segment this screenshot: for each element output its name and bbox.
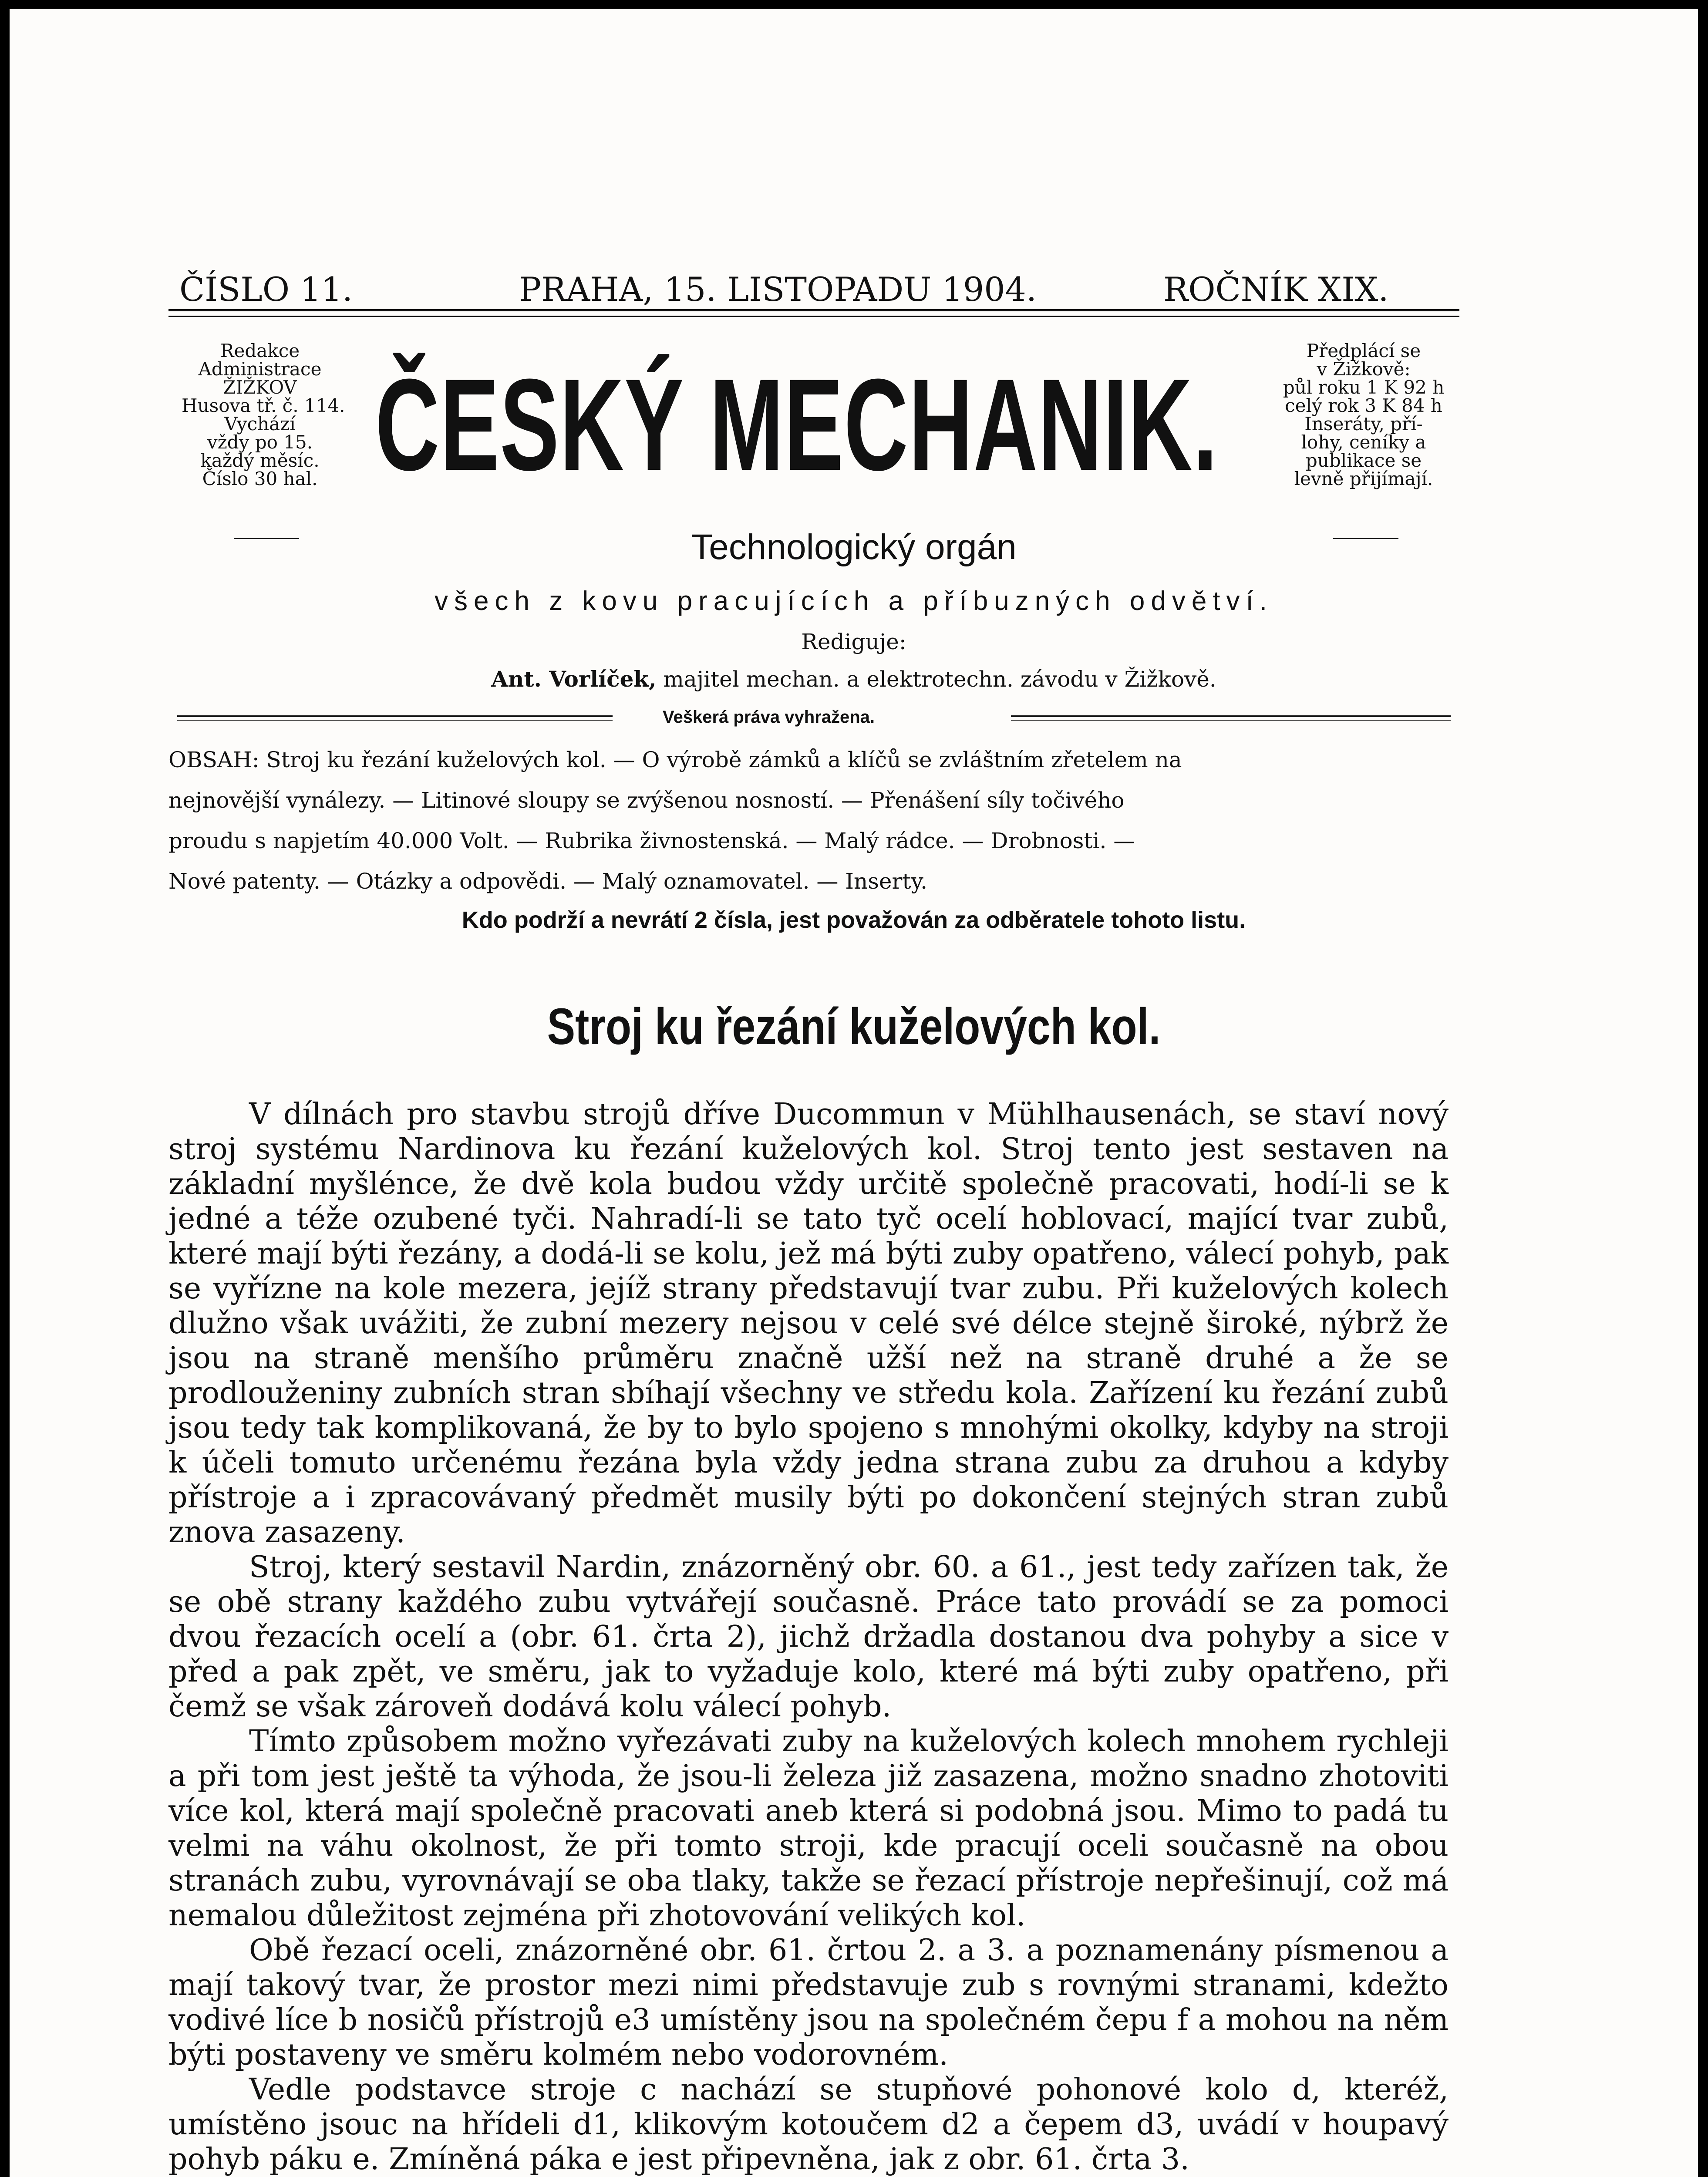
volume-number: ROČNÍK XIX. (1163, 270, 1389, 309)
rights-reserved: Veškerá práva vyhražena. (663, 708, 875, 727)
masthead-subtitle: Technologický orgán (691, 527, 1017, 567)
left-info-line: Redakce (220, 340, 300, 361)
contents-line: OBSAH: Stroj ku řezání kuželových kol. — O výrobě zámků a klíčů se zvláštním zřetelem na (168, 747, 1182, 772)
editor-line (10, 666, 1698, 692)
newspaper-page (10, 9, 1698, 2177)
article-title: Stroj ku řezání kuželových kol. (547, 998, 1161, 1055)
right-info-line: levně přijímají. (1294, 468, 1433, 489)
article-body (168, 1097, 1449, 2177)
left-info-line: Vychází (224, 413, 296, 435)
left-info-line: Číslo 30 hal. (202, 468, 318, 489)
right-info-line: celý rok 3 K 84 h (1285, 395, 1442, 416)
rights-rule-left-b (177, 720, 613, 721)
left-info-box (182, 340, 345, 489)
contents-line: proudu s napjetím 40.000 Volt. — Rubrika živnostenská. — Malý rádce. — Drobnosti. — (168, 828, 1135, 853)
article-paragraph: Obě řezací oceli, znázorněné obr. 61. črtou 2. a 3. a poznamenány písmenou a mají takový tvar, že prostor mezi nimi představuje zub s rovnými stranami, kdežto vodivé líce b nosičů přístrojů e3 umístěny jsou na společném čepu f a mohou na něm býti postaveny ve směru kolmém nebo vodorovném. (168, 1933, 1449, 2072)
article-paragraph: V dílnách pro stavbu strojů dříve Ducommun v Mühlhausenách, se staví nový stroj systému Nardinova ku řezání kuželových kol. Stroj tento jest sestaven na základní myšlénce, že dvě kola budou vždy určitě společně pracovati, hodí-li se k jedné a téže ozubené tyči. Nahradí-li se tato tyč ocelí hoblovací, mající tvar zubů, které mají býti řezány, a dodá-li se kolu, jež má býti zuby opatřeno, válecí pohyb, pak se vyřízne na kole mezera, jejíž strany představují tvar zubu. Při kuželových kolech dlužno však uvážiti, že zubní mezery nejsou v celé své délce stejně široké, nýbrž že jsou na straně menšího průměru značně užší než na straně druhé a že se prodlouženiny zubních stran sbíhají všechny ve středu kola. Zařízení ku řezání zubů jsou tedy tak komplikovaná, že by to bylo spojeno s mnohými okolky, kdyby na stroji k účeli tomuto určenému řezána byla vždy jedna strana zubu za druhou a kdyby přístroje a i zpracovávaný předmět musily býti po dokončení stejných stran zubů znova zasazeny. (168, 1097, 1449, 1550)
left-info-line: každý měsíc. (200, 450, 320, 471)
contents-line: Nové patenty. — Otázky a odpovědi. — Malý oznamovatel. — Inserty. (168, 869, 927, 894)
editor-label: Rediguje: (801, 629, 906, 654)
subscription-notice: Kdo podrží a nevrátí 2 čísla, jest považován za odběratele tohoto listu. (462, 907, 1246, 933)
right-info-line: lohy, ceníky a (1301, 431, 1426, 453)
right-info-box (1263, 342, 1464, 488)
masthead-tagline: všech z kovu pracujících a příbuzných odvětví. (435, 586, 1273, 616)
left-info-line: ŽIŽKOV (223, 377, 297, 398)
left-info-line: Administrace (198, 358, 322, 380)
right-info-line: Inseráty, pří- (1304, 413, 1423, 435)
masthead-title: ČESKÝ MECHANIK. (375, 351, 1218, 498)
article-paragraph: Stroj, který sestavil Nardin, znázorněný obr. 60. a 61., jest tedy zařízen tak, že se obě strany každého zubu vytvářejí současně. Práce tato provádí se za pomoci dvou řezacích ocelí a (obr. 61. črta 2), jichž držadla dostanou dva pohyby a sice v před a pak zpět, ve směru, jak to vyžaduje kolo, které má býti zuby opatřeno, při čemž se však zároveň dodává kolu válecí pohyb. (168, 1550, 1449, 1724)
header-rule-bottom (168, 316, 1459, 317)
rights-rule-left-a (177, 715, 613, 717)
issue-number: ČÍSLO 11. (179, 270, 353, 309)
right-info-line: v Žižkově: (1317, 358, 1411, 380)
left-info-line: Husova tř. č. 114. (182, 395, 345, 416)
contents-line: nejnovější vynálezy. — Litinové sloupy se zvýšenou nosností. — Přenášení síly točivého (168, 788, 1125, 813)
header-rule-top (168, 309, 1459, 311)
article-paragraph: Vedle podstavce stroje c nachází se stupňové pohonové kolo d, kteréž, umístěno jsouc na hřídeli d1, klikovým kotoučem d2 a čepem d3, uvádí v houpavý pohyb páku e. Zmíněná páka e jest připevněna, jak z obr. 61. črta 3. (168, 2073, 1449, 2177)
editor-name: Ant. Vorlíček, (491, 666, 657, 692)
rights-rule-right-b (1011, 720, 1451, 721)
left-info-line: vždy po 15. (207, 431, 313, 453)
rights-rule-right-a (1011, 715, 1451, 717)
issue-date: PRAHA, 15. LISTOPADU 1904. (519, 270, 1037, 309)
article-paragraph: Tímto způsobem možno vyřezávati zuby na kuželových kolech mnohem rychleji a při tom jest ještě ta výhoda, že jsou-li železa již zasazena, možno snadno zhotoviti více kol, která mají společně pracovati aneb která si podobná jsou. Mimo to padá tu velmi na váhu okolnost, že při tomto stroji, kde pracují oceli současně na obou stranách zubu, vyrovnávají se oba tlaky, takže se řezací přístroje nepřešinují, což má nemalou důležitost zejména při zhotovování velikých kol. (168, 1724, 1449, 1933)
right-info-line: publikace se (1305, 450, 1422, 471)
right-info-line: půl roku 1 K 92 h (1283, 377, 1445, 398)
editor-description: majitel mechan. a elektrotechn. závodu v Žižkově. (663, 667, 1216, 692)
right-info-line: Předplácí se (1306, 340, 1421, 361)
